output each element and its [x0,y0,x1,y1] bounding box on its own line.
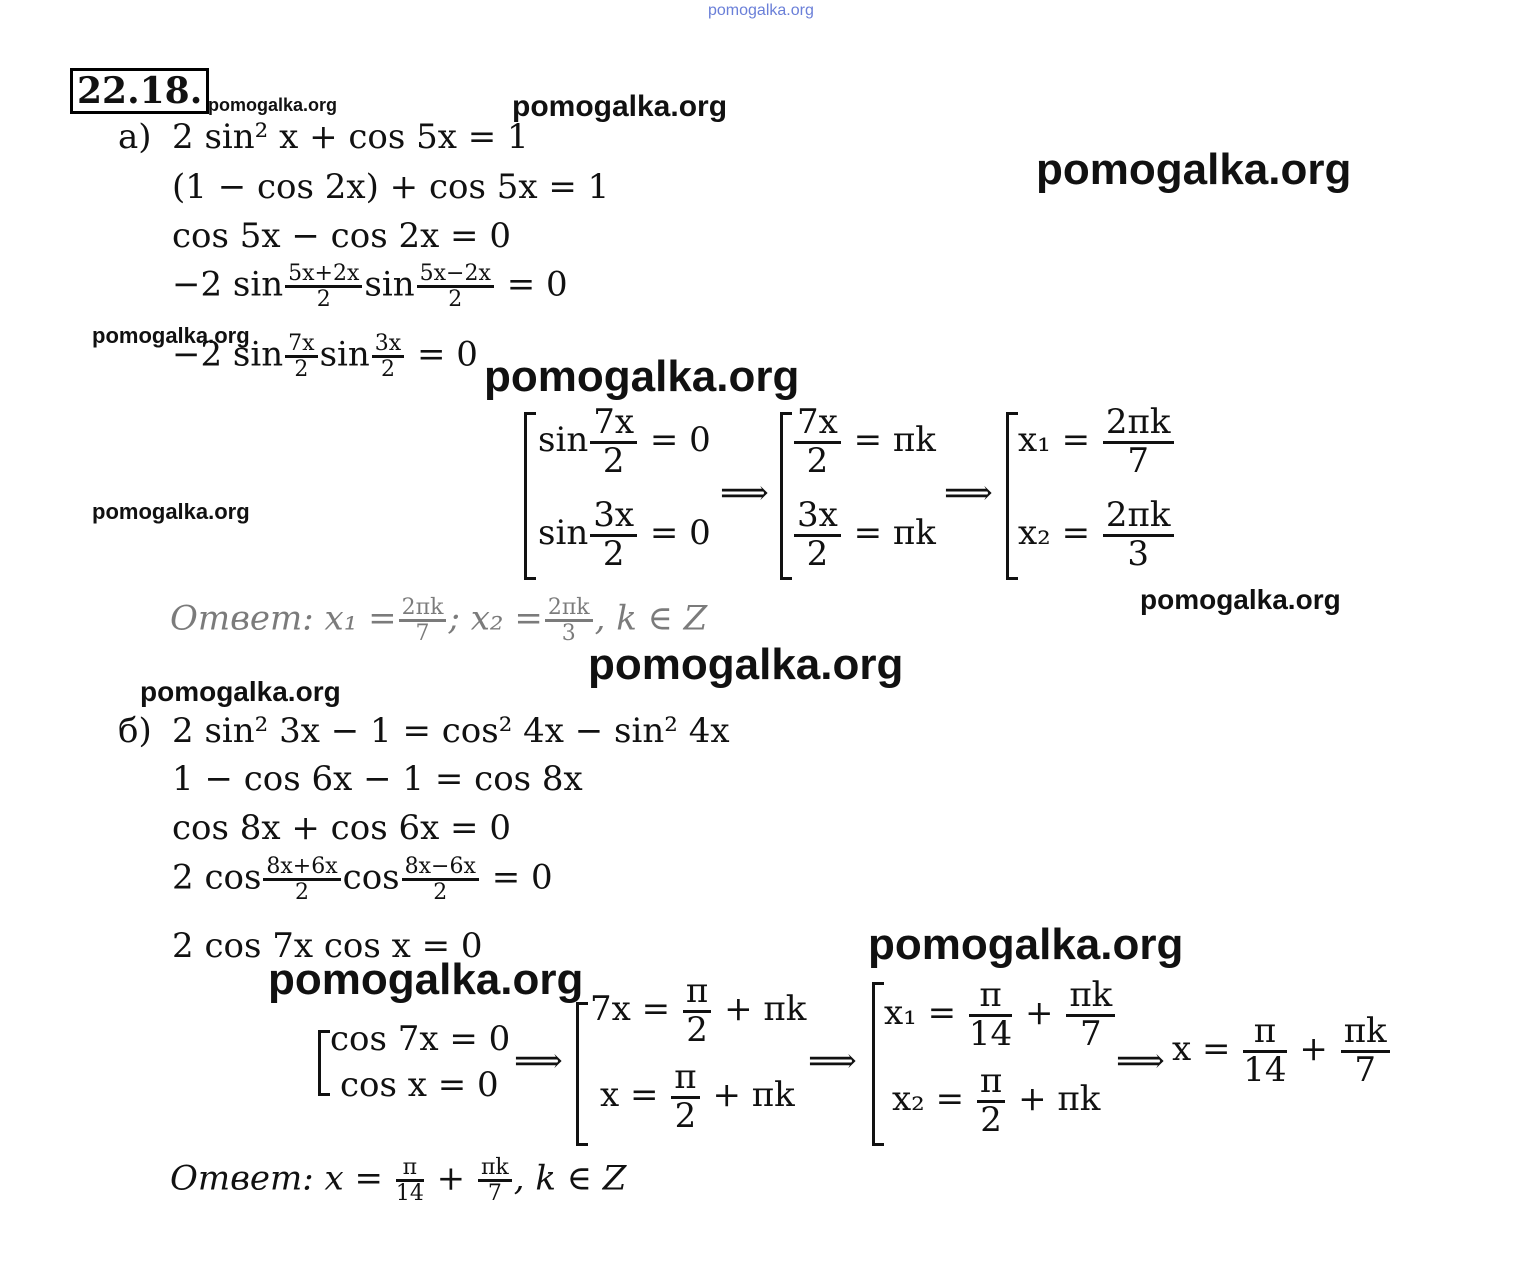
system-b1-row-2: cos x = 0 [340,1065,499,1105]
system-bracket [524,412,536,580]
implies-arrow: ⟹ [720,473,769,513]
part-b-line-1: 2 sin² 3x − 1 = cos² 4x − sin² 4x [172,711,730,751]
watermark: pomogalka.org [92,499,250,524]
watermark: pomogalka.org [484,352,800,401]
watermark: pomogalka.org [208,95,338,115]
system-a2-row-2: $\frac{3x}{2}$ = πk [792,498,936,572]
implies-arrow: ⟹ [1116,1041,1165,1081]
part-a-line-2: (1 − cos 2x) + cos 5x = 1 [172,167,610,207]
part-a-line-1: 2 sin² x + cos 5x = 1 [172,117,529,157]
system-b2-row-1: 7x = $\frac{\pi}{2}$ + πk [590,971,807,1050]
part-a-answer: Ответ: x₁ = $\frac{2\pi k}{7}$ ; x₂ = $\frac{2\pi k}{3}$ , k ∈ Z [170,595,708,647]
part-a-label: а) [118,117,152,157]
part-b-line-5: 2 cos 7x cos x = 0 [172,926,483,966]
implies-arrow: ⟹ [944,473,993,513]
system-bracket [872,982,884,1146]
watermark-top: pomogalka.org [708,2,814,19]
part-b-line-3: cos 8x + cos 6x = 0 [172,808,511,848]
system-a3-row-2: x₂ = $\frac{2\pi k}{3}$ [1018,498,1176,572]
expr-text: sin [364,264,415,305]
system-b1-row-1: cos 7x = 0 [330,1019,511,1059]
problem-number: 22.18. [70,68,209,114]
system-b3-row-2: x₂ = $\frac{\pi}{2}$ + πk [892,1061,1101,1140]
expr-text: = 0 [417,334,478,375]
part-a-line-5 [172,332,478,381]
system-a1-row-2: sin $\frac{3x}{2}$ = 0 [538,495,711,574]
expr-text: sin [319,334,370,375]
watermark: pomogalka.org [140,676,341,707]
final-solution: x = $\frac{\pi}{14}$ + $\frac{\pi k}{7}$ [1172,1014,1392,1088]
fraction: $\frac{5x+2x}{2}$ [285,262,362,311]
part-a-line-4 [172,262,568,311]
system-bracket [780,412,792,580]
system-a2-row-1: $\frac{7x}{2}$ = πk [792,405,936,479]
system-bracket [1006,412,1018,580]
watermark: pomogalka.org [268,955,584,1004]
part-b-answer: Ответ: x = $\frac{\pi}{14}$ + $\frac{\pi k}{7}$ , k ∈ Z [170,1155,627,1207]
part-b-line-2: 1 − cos 6x − 1 = cos 8x [172,759,583,799]
system-bracket [576,1002,588,1146]
expr-text: −2 sin [172,264,284,305]
system-b2-row-2: x = $\frac{\pi}{2}$ + πk [600,1057,795,1136]
fraction: $\frac{3x}{2}$ [372,332,404,381]
fraction: $\frac{5x-2x}{2}$ [417,262,494,311]
system-a1-row-1: sin $\frac{7x}{2}$ = 0 [538,402,711,481]
watermark: pomogalka.org [588,640,904,689]
fraction: $\frac{7x}{2}$ [285,332,317,381]
part-b-line-4: 2 cos $\frac{8x+6x}{2}$ cos $\frac{8x-6x}{2}$ = 0 [172,854,553,906]
watermark: pomogalka.org [1036,145,1352,194]
watermark: pomogalka.org [92,323,250,348]
watermark: pomogalka.org [1140,584,1341,615]
part-b-label: б) [118,711,152,751]
watermark: pomogalka.org [512,90,728,123]
implies-arrow: ⟹ [808,1041,857,1081]
system-a3-row-1: x₁ = $\frac{2\pi k}{7}$ [1018,405,1176,479]
implies-arrow: ⟹ [514,1041,563,1081]
system-b3-row-1: x₁ = $\frac{\pi}{14}$ + $\frac{\pi k}{7}$ [884,978,1117,1052]
watermark: pomogalka.org [868,920,1184,969]
system-bracket [318,1030,330,1096]
expr-text: −2 sin [172,334,284,375]
expr-text: = 0 [506,264,568,305]
part-a-line-3: cos 5x − cos 2x = 0 [172,216,511,256]
